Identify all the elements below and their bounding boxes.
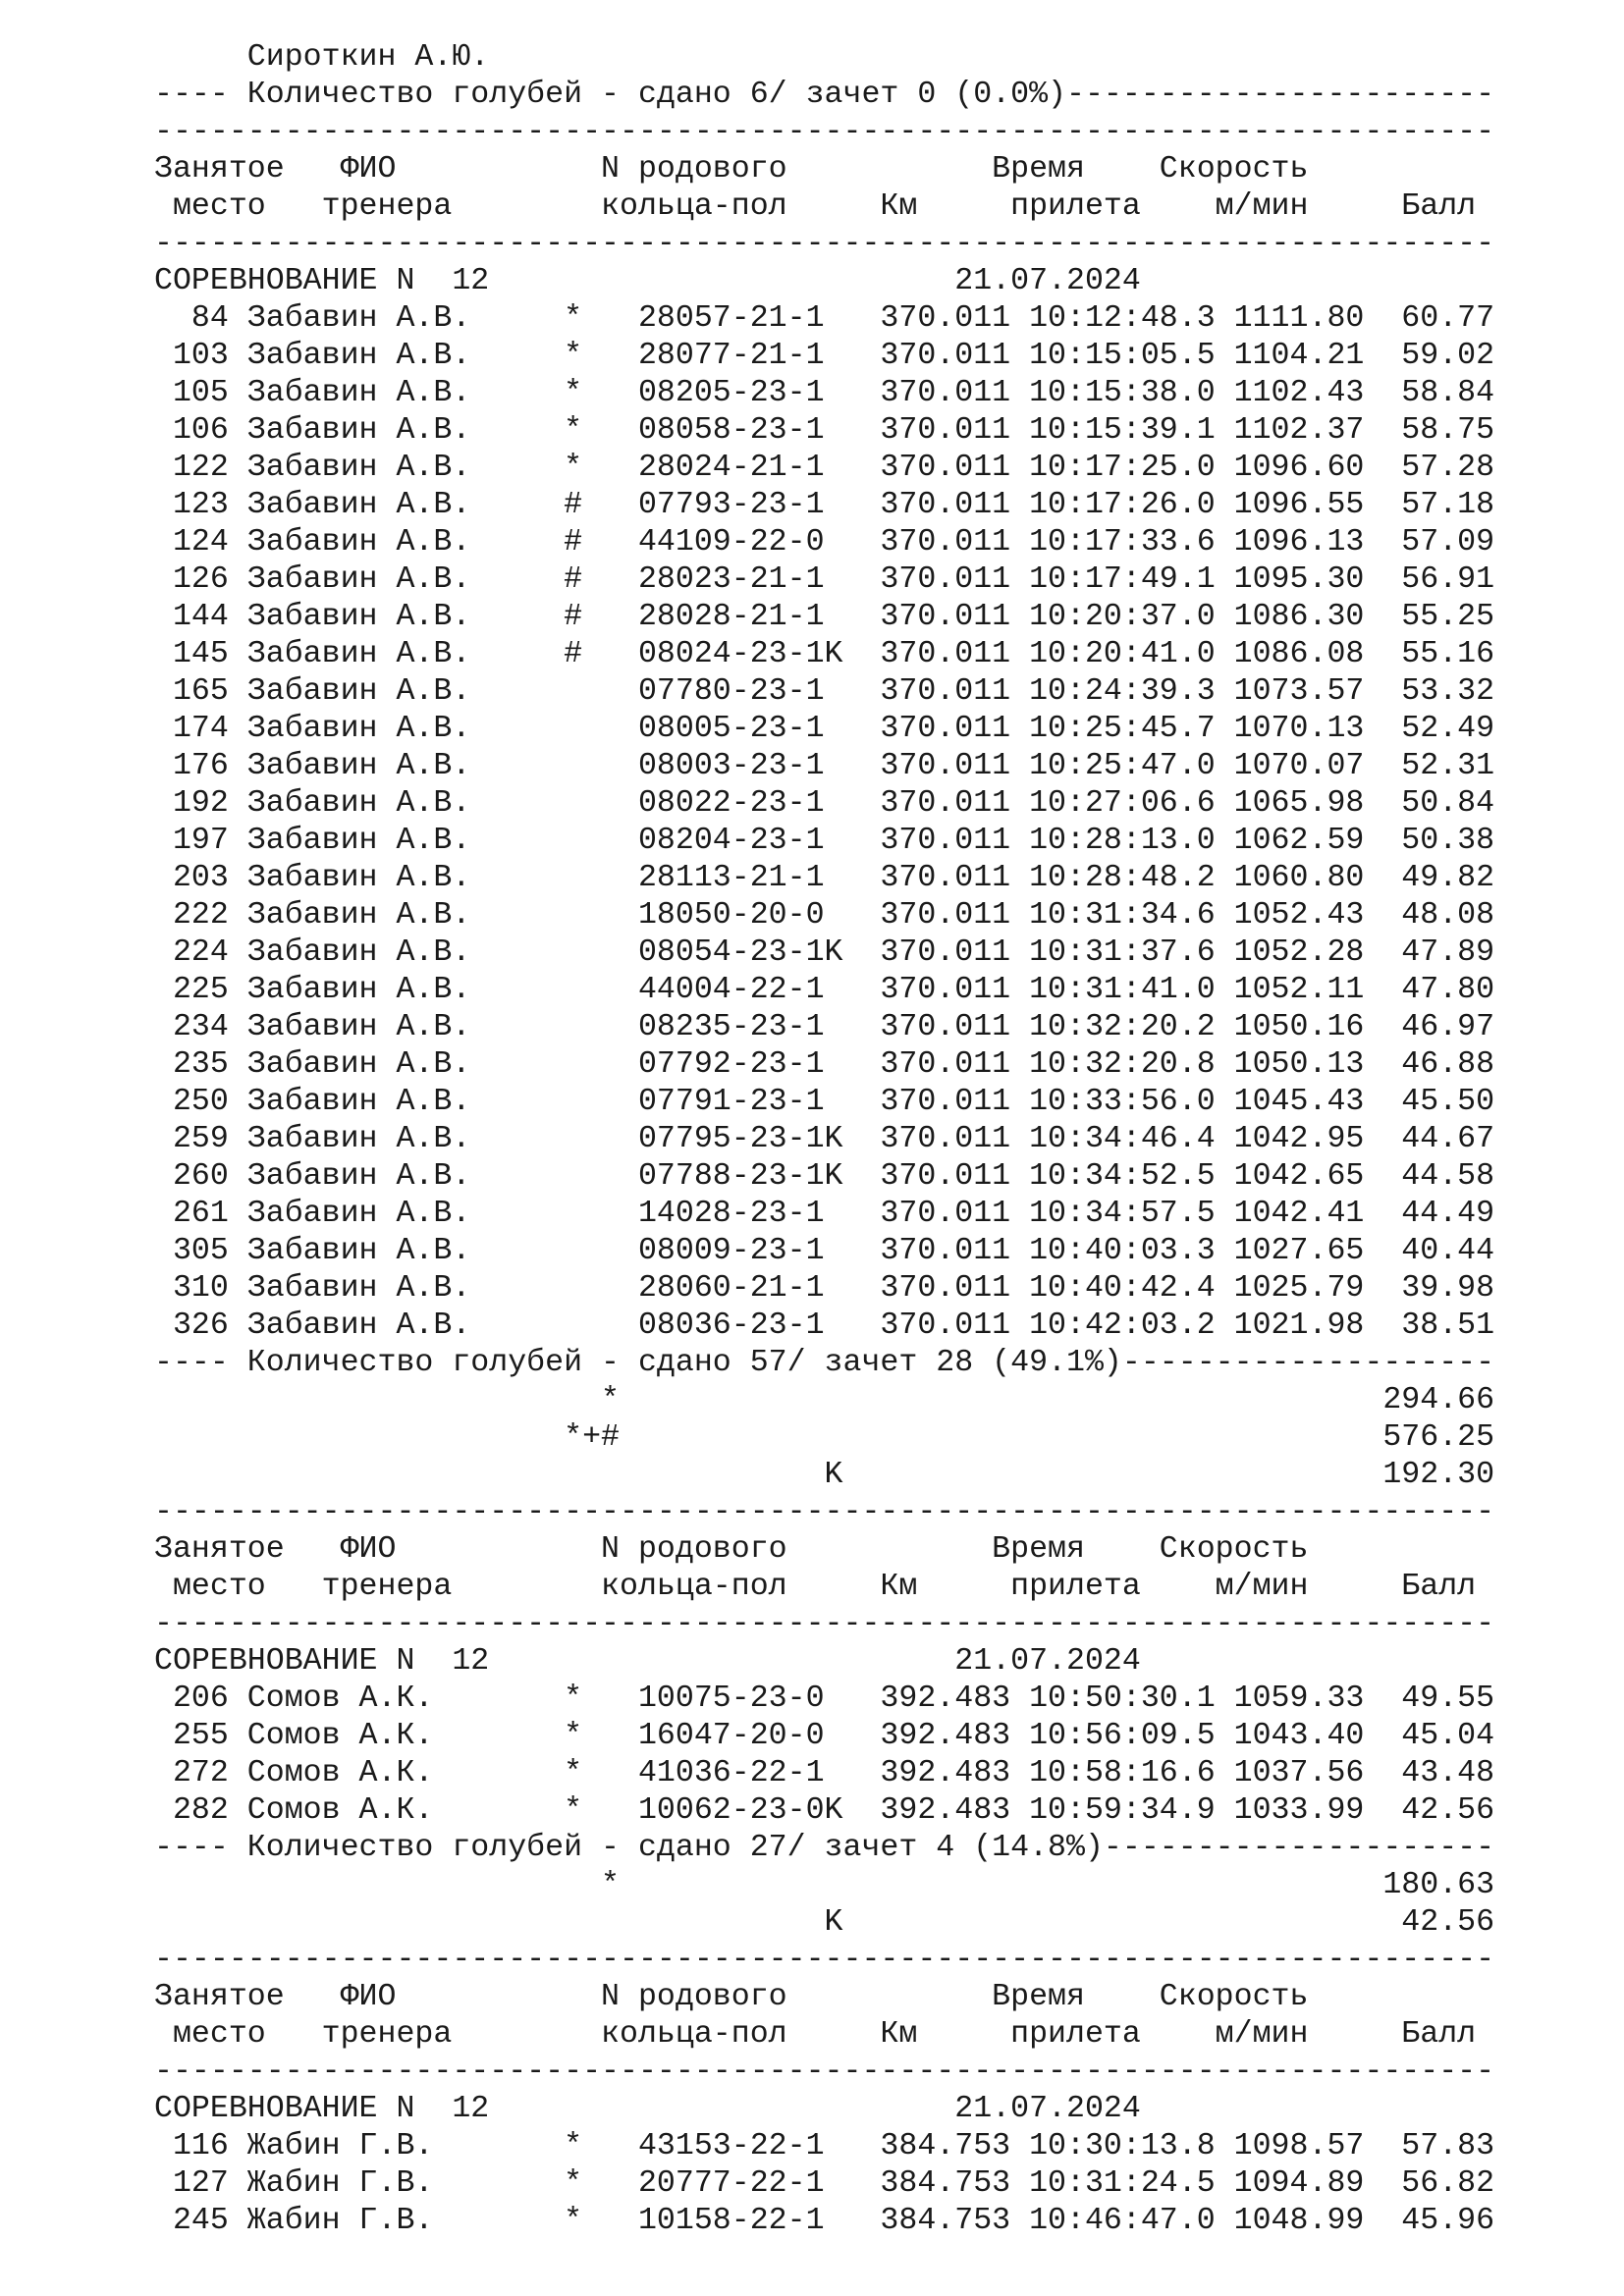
competition-line: СОРЕВНОВАНИЕ N 12 21.07.2024	[154, 2092, 1141, 2126]
result-row: 259 Забавин А.В. 07795-23-1K 370.011 10:34:46.4 1042.95 44.67	[154, 1122, 1495, 1156]
result-row: 127 Жабин Г.В. * 20777-22-1 384.753 10:31:24.5 1094.89 56.82	[154, 2166, 1495, 2201]
separator-line: ------------------------------------------------------------------------	[154, 1495, 1495, 1529]
column-header-line: Занятое ФИО N родового Время Скорость	[154, 152, 1309, 187]
result-row: 145 Забавин А.В. # 08024-23-1K 370.011 10:20:41.0 1086.08 55.16	[154, 637, 1495, 671]
result-row: 261 Забавин А.В. 14028-23-1 370.011 10:34:57.5 1042.41 44.49	[154, 1197, 1495, 1231]
result-row: 250 Забавин А.В. 07791-23-1 370.011 10:33:56.0 1045.43 45.50	[154, 1085, 1495, 1119]
separator-line: ------------------------------------------------------------------------	[154, 1607, 1495, 1641]
separator-line: ------------------------------------------------------------------------	[154, 115, 1495, 149]
result-row: 122 Забавин А.В. * 28024-21-1 370.011 10:17:25.0 1096.60 57.28	[154, 451, 1495, 485]
result-row: 106 Забавин А.В. * 08058-23-1 370.011 10:15:39.1 1102.37 58.75	[154, 413, 1495, 448]
result-row: 260 Забавин А.В. 07788-23-1K 370.011 10:34:52.5 1042.65 44.58	[154, 1159, 1495, 1194]
result-row: 103 Забавин А.В. * 28077-21-1 370.011 10:15:05.5 1104.21 59.02	[154, 339, 1495, 373]
result-row: 105 Забавин А.В. * 08205-23-1 370.011 10:15:38.0 1102.43 58.84	[154, 376, 1495, 410]
summary-line: ---- Количество голубей - сдано 6/ зачет 0 (0.0%)-----------------------	[154, 78, 1495, 112]
result-row: 235 Забавин А.В. 07792-23-1 370.011 10:32:20.8 1050.13 46.88	[154, 1047, 1495, 1082]
result-row: 255 Сомов А.К. * 16047-20-0 392.483 10:56:09.5 1043.40 45.04	[154, 1719, 1495, 1753]
result-row: 305 Забавин А.В. 08009-23-1 370.011 10:40:03.3 1027.65 40.44	[154, 1234, 1495, 1268]
separator-line: ------------------------------------------------------------------------	[154, 227, 1495, 261]
subtotal-line: * 294.66	[154, 1383, 1495, 1417]
result-row: 326 Забавин А.В. 08036-23-1 370.011 10:42:03.2 1021.98 38.51	[154, 1308, 1495, 1343]
subtotal-line: K 192.30	[154, 1458, 1495, 1492]
result-row: 126 Забавин А.В. # 28023-21-1 370.011 10:17:49.1 1095.30 56.91	[154, 562, 1495, 597]
result-row: 123 Забавин А.В. # 07793-23-1 370.011 10:17:26.0 1096.55 57.18	[154, 488, 1495, 522]
column-header-line: место тренера кольца-пол Км прилета м/мин Балл	[154, 2017, 1477, 2052]
results-printout	[154, 39, 1588, 2240]
result-row: 116 Жабин Г.В. * 43153-22-1 384.753 10:30:13.8 1098.57 57.83	[154, 2129, 1495, 2163]
column-header-line: Занятое ФИО N родового Время Скорость	[154, 1980, 1309, 2014]
subtotal-line: K 42.56	[154, 1905, 1495, 1940]
result-row: 245 Жабин Г.В. * 10158-22-1 384.753 10:46:47.0 1048.99 45.96	[154, 2204, 1495, 2238]
result-row: 203 Забавин А.В. 28113-21-1 370.011 10:28:48.2 1060.80 49.82	[154, 861, 1495, 895]
result-row: 206 Сомов А.К. * 10075-23-0 392.483 10:50:30.1 1059.33 49.55	[154, 1682, 1495, 1716]
result-row: 272 Сомов А.К. * 41036-22-1 392.483 10:58:16.6 1037.56 43.48	[154, 1756, 1495, 1790]
column-header-line: место тренера кольца-пол Км прилета м/мин Балл	[154, 1570, 1477, 1604]
result-row: 222 Забавин А.В. 18050-20-0 370.011 10:31:34.6 1052.43 48.08	[154, 898, 1495, 933]
column-header-line: место тренера кольца-пол Км прилета м/мин Балл	[154, 189, 1477, 224]
summary-line: ---- Количество голубей - сдано 27/ зачет 4 (14.8%)---------------------	[154, 1831, 1495, 1865]
separator-line: ------------------------------------------------------------------------	[154, 2055, 1495, 2089]
separator-line: ------------------------------------------------------------------------	[154, 1943, 1495, 1977]
result-row: 282 Сомов А.К. * 10062-23-0K 392.483 10:59:34.9 1033.99 42.56	[154, 1793, 1495, 1828]
fancier-name: Сироткин А.Ю.	[154, 40, 490, 75]
column-header-line: Занятое ФИО N родового Время Скорость	[154, 1532, 1309, 1567]
result-row: 310 Забавин А.В. 28060-21-1 370.011 10:40:42.4 1025.79 39.98	[154, 1271, 1495, 1306]
result-row: 176 Забавин А.В. 08003-23-1 370.011 10:25:47.0 1070.07 52.31	[154, 749, 1495, 783]
subtotal-line: * 180.63	[154, 1868, 1495, 1902]
result-row: 144 Забавин А.В. # 28028-21-1 370.011 10:20:37.0 1086.30 55.25	[154, 600, 1495, 634]
result-row: 174 Забавин А.В. 08005-23-1 370.011 10:25:45.7 1070.13 52.49	[154, 712, 1495, 746]
result-row: 192 Забавин А.В. 08022-23-1 370.011 10:27:06.6 1065.98 50.84	[154, 786, 1495, 821]
result-row: 165 Забавин А.В. 07780-23-1 370.011 10:24:39.3 1073.57 53.32	[154, 674, 1495, 709]
competition-line: СОРЕВНОВАНИЕ N 12 21.07.2024	[154, 1644, 1141, 1679]
result-row: 224 Забавин А.В. 08054-23-1K 370.011 10:31:37.6 1052.28 47.89	[154, 935, 1495, 970]
subtotal-line: *+# 576.25	[154, 1420, 1495, 1455]
competition-line: СОРЕВНОВАНИЕ N 12 21.07.2024	[154, 264, 1141, 298]
result-row: 197 Забавин А.В. 08204-23-1 370.011 10:28:13.0 1062.59 50.38	[154, 824, 1495, 858]
result-row: 84 Забавин А.В. * 28057-21-1 370.011 10:12:48.3 1111.80 60.77	[154, 301, 1495, 336]
summary-line: ---- Количество голубей - сдано 57/ зачет 28 (49.1%)--------------------	[154, 1346, 1495, 1380]
result-row: 225 Забавин А.В. 44004-22-1 370.011 10:31:41.0 1052.11 47.80	[154, 973, 1495, 1007]
result-row: 234 Забавин А.В. 08235-23-1 370.011 10:32:20.2 1050.16 46.97	[154, 1010, 1495, 1044]
result-row: 124 Забавин А.В. # 44109-22-0 370.011 10:17:33.6 1096.13 57.09	[154, 525, 1495, 560]
